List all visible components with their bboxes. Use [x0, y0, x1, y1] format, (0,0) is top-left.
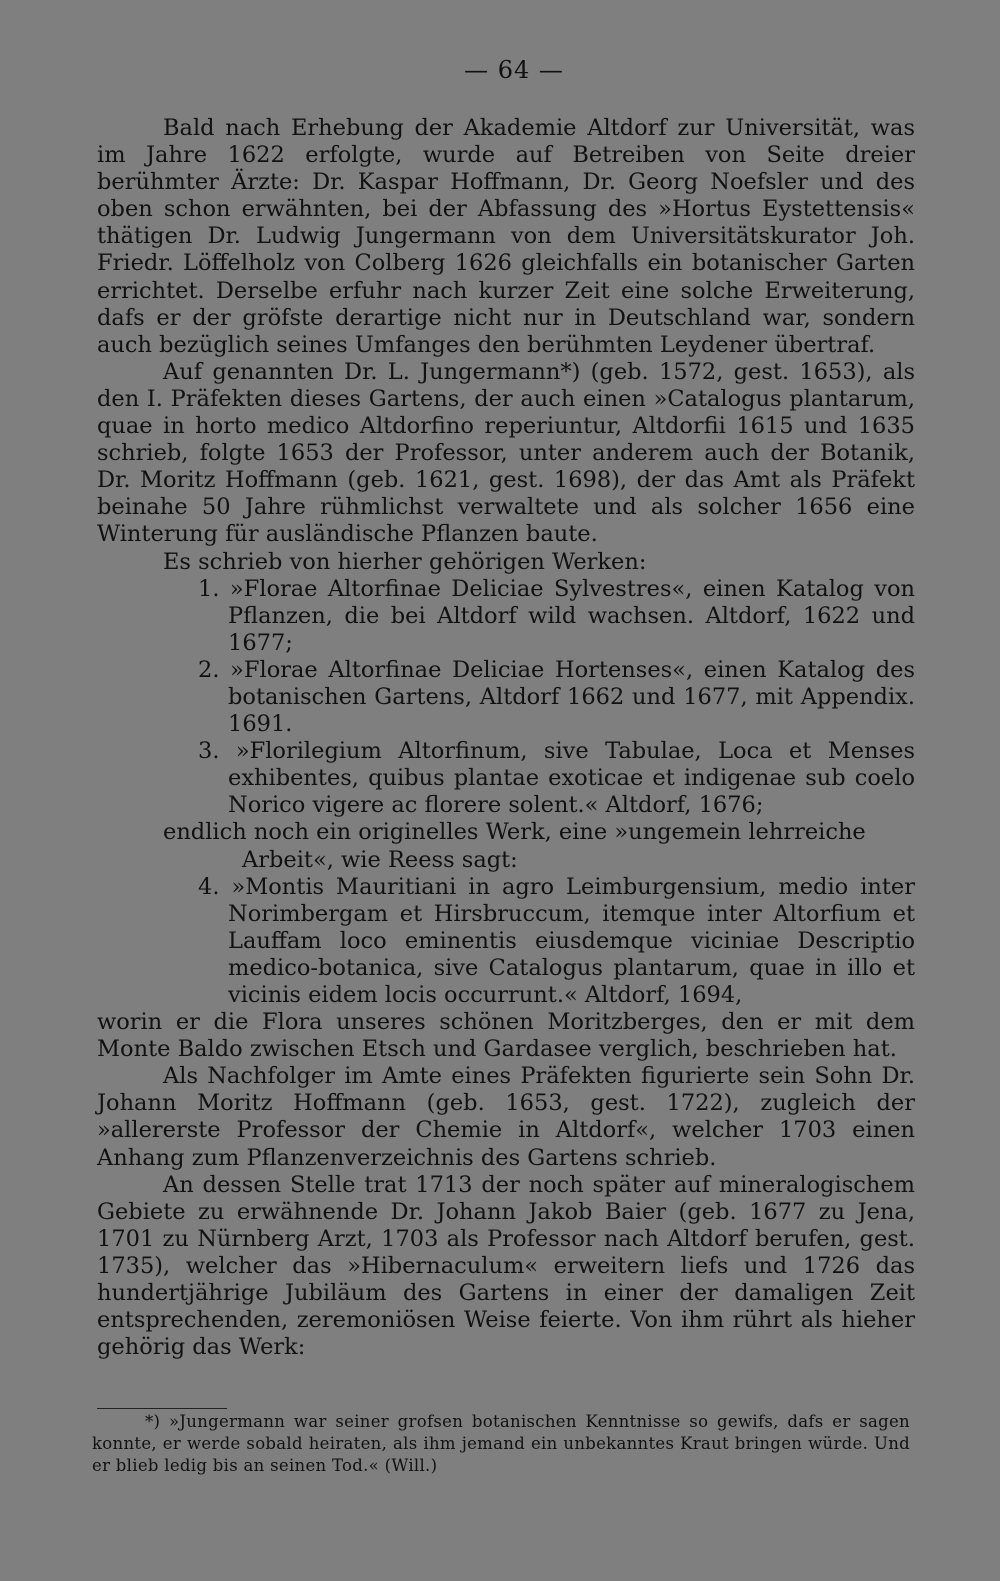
- paragraph-7: An dessen Stelle trat 1713 der noch später auf mineralogischem Gebiete zu erwähnende Dr. Johann Jakob Baier (geb. 1677 zu Jena, 1701 zu Nürnberg Arzt, 1703 als Professor nach Altdorf berufen, gest. 1735), welcher das »Hibernaculum« erweitern liefs und 1726 das hundertjährige Jubiläum des Gartens in einer der damaligen Zeit entsprechenden, zeremoniösen Weise feierte. Von ihm rührt als hieher gehörig das Werk:: [97, 1171, 915, 1361]
- paragraph-1: Bald nach Erhebung der Akademie Altdorf zur Universität, was im Jahre 1622 erfolgte, wurde auf Betreiben von Seite dreier berühmter Ärzte: Dr. Kaspar Hoffmann, Dr. Georg Noefsler und des oben schon erwähnten, bei der Abfassung des »Hortus Eystettensis« thätigen Dr. Ludwig Jungermann von dem Universitätskurator Joh. Friedr. Löffelholz von Colberg 1626 gleichfalls ein botanischer Garten errichtet. Derselbe erfuhr nach kurzer Zeit eine solche Erweiterung, dafs er der gröfste derartige nicht nur in Deutschland war, sondern auch bezüglich seines Umfanges den berühmten Leydener übertraf.: [97, 115, 915, 358]
- footnote-text: *) »Jungermann war seiner grofsen botanischen Kenntnisse so gewifs, dafs er sagen konnte, er werde sobald heiraten, als ihm jemand ein unbekanntes Kraut bringen würde. Und er blieb ledig bis an seinen Tod.« (Will.): [92, 1412, 910, 1475]
- footnote-divider: [97, 1408, 227, 1409]
- main-text: [97, 115, 915, 1361]
- paragraph-6: Als Nachfolger im Amte eines Präfekten figurierte sein Sohn Dr. Johann Moritz Hoffmann (geb. 1653, gest. 1722), zugleich der »allererste Professor der Chemie in Altdorf«, welcher 1703 einen Anhang zum Pflanzenverzeichnis des Gartens schrieb.: [97, 1063, 915, 1171]
- list-item-2: 2. »Florae Altorfinae Deliciae Hortenses«, einen Katalog des botanischen Gartens, Altdorf 1662 und 1677, mit Appendix. 1691.: [198, 656, 915, 738]
- footnote: [92, 1411, 910, 1477]
- paragraph-5: worin er die Flora unseres schönen Moritzberges, den er mit dem Monte Baldo zwischen Etsch und Gardasee verglich, beschrieben hat.: [97, 1009, 915, 1063]
- list-item-4: 4. »Montis Mauritiani in agro Leimburgensium, medio inter Norimbergam et Hirsbruccum, itemque inter Altorfium et Lauffam loco eminentis eiusdemque viciniae Descriptio medico-botanica, sive Catalogus plantarum, quae in illo et vicinis eidem locis occurrunt.« Altdorf, 1694,: [198, 873, 915, 1008]
- list-item-3: 3. »Florilegium Altorfinum, sive Tabulae, Loca et Menses exhibentes, quibus plantae exoticae et indigenae sub coelo Norico vigere ac florere solent.« Altdorf, 1676;: [198, 738, 915, 819]
- paragraph-3: Es schrieb von hierher gehörigen Werken:: [163, 548, 647, 575]
- paragraph-2: Auf genannten Dr. L. Jungermann*) (geb. 1572, gest. 1653), als den I. Präfekten dieses Gartens, der auch einen »Catalogus plantarum, quae in horto medico Altdorfino reperiuntur, Altdorfii 1615 und 1635 schrieb, folgte 1653 der Professor, unter anderem auch der Botanik, Dr. Moritz Hoffmann (geb. 1621, gest. 1698), der das Amt als Präfekt beinahe 50 Jahre rühmlichst verwaltete und als solcher 1656 eine Winterung für ausländische Pflanzen baute.: [97, 358, 915, 548]
- page-number: — 64 —: [464, 56, 564, 84]
- paragraph-4-continued: Arbeit«, wie Reess sagt:: [242, 846, 518, 873]
- paragraph-4: endlich noch ein originelles Werk, eine »ungemein lehrreiche: [163, 819, 866, 846]
- list-item-1: 1. »Florae Altorfinae Deliciae Sylvestres«, einen Katalog von Pflanzen, die bei Altdorf wild wachsen. Altdorf, 1622 und 1677;: [198, 575, 915, 656]
